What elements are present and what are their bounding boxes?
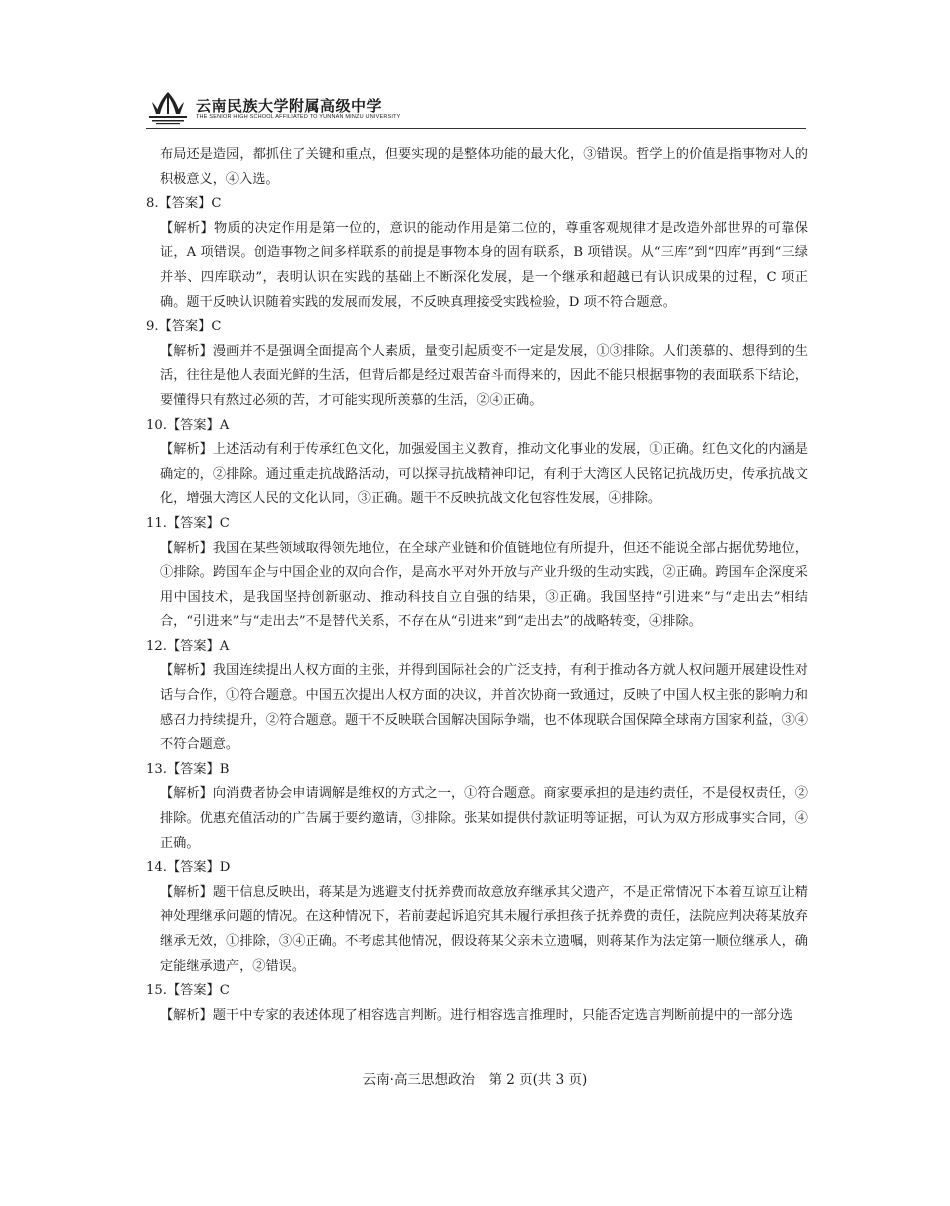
explanation-10: 【解析】上述活动有利于传承红色文化，加强爱国主义教育，推动文化事业的发展，①正确。红色文化的内涵是确定的，②排除。通过重走抗战路活动，可以探寻抗战精神印记，有利于大湾区人民铭记抗战历史，传承抗战文化，增强大湾区人民的文化认同，③正确。题干不反映抗战文化包容性发展，④排除。 xyxy=(160,442,808,507)
explanation-8: 【解析】物质的决定作用是第一位的，意识的能动作用是第二位的，尊重客观规律才是改造外部世界的可靠保证，A 项错误。创造事物之间多样联系的前提是事物本身的固有联系，B 项错误。从“三库”到“四库”再到“三绿并举、四库联动”，表明认识在实践的基础上不断深化发展，是一个继承和超越已有认识成果的过程，C 项正确。题干反映认识随着实践的发展而发展，不反映真理接受实践检验，D 项不符合题意。 xyxy=(160,220,808,310)
answer-14: 14.【答案】D xyxy=(146,860,231,876)
school-name: 云南民族大学附属高级中学 xyxy=(196,97,383,115)
page-footer: 云南·高三思想政治 第 2 页(共 3 页) xyxy=(362,1072,588,1088)
answer-8: 8.【答案】C xyxy=(146,196,222,212)
explanation-9: 【解析】漫画并不是强调全面提高个人素质，量变引起质变不一定是发展，①③排除。人们羡慕的、想得到的生活，往往是他人表面光鲜的生活，但背后都是经过艰苦奋斗而得来的，因此不能只根据事物的表面联系下结论，要懂得只有熬过必须的苦，才可能实现所羡慕的生活，②④正确。 xyxy=(160,343,808,408)
header-divider xyxy=(146,128,806,129)
answer-13: 13.【答案】B xyxy=(146,761,230,777)
answer-9: 9.【答案】C xyxy=(146,319,222,335)
answer-15: 15.【答案】C xyxy=(146,983,230,999)
school-name-english: THE SENIOR HIGH SCHOOL AFFILIATED TO YUNNAN MINZU UNIVERSITY xyxy=(196,114,401,120)
answer-11: 11.【答案】C xyxy=(146,515,230,531)
explanation-13: 【解析】向消费者协会申请调解是维权的方式之一，①符合题意。商家要承担的是违约责任，不是侵权责任，②排除。优惠充值活动的广告属于要约邀请，③排除。张某如提供付款证明等证据，可认为双方形成事实合同，④正确。 xyxy=(160,786,808,851)
answer-10: 10.【答案】A xyxy=(146,417,230,433)
answer-12: 12.【答案】A xyxy=(146,638,230,654)
answer-content xyxy=(146,143,808,1028)
explanation-14: 【解析】题干信息反映出，蒋某是为逃避支付抚养费而故意放弃继承其父遗产，不是正常情况下本着互谅互让精神处理继承问题的情况。在这种情况下，若前妻起诉追究其未履行承担孩子抚养费的责任，法院应判决蒋某放弃继承无效，①排除，③④正确。不考虑其他情况，假设蒋某父亲未立遗嘱，则蒋某作为法定第一顺位继承人，确定能继承遗产，②错误。 xyxy=(160,884,808,974)
explanation-15: 【解析】题干中专家的表述体现了相容选言判断。进行相容选言推理时，只能否定选言判断前提中的一部分选 xyxy=(160,1007,793,1023)
page-header xyxy=(146,88,806,130)
continued-explanation: 布局还是造园，都抓住了关键和重点，但要实现的是整体功能的最大化，③错误。哲学上的价值是指事物对人的积极意义，④入选。 xyxy=(160,147,808,187)
explanation-11: 【解析】我国在某些领域取得领先地位，在全球产业链和价值链地位有所提升，但还不能说全部占据优势地位，①排除。跨国车企与中国企业的双向合作，是高水平对外开放与产业升级的生动实践，②正确。跨国车企深度采用中国技术，是我国坚持创新驱动、推动科技自立自强的结果，③正确。我国坚持“引进来”与“走出去”相结合，“引进来”与“走出去”不是替代关系，不存在从“引进来”到“走出去”的战略转变，④排除。 xyxy=(160,540,808,630)
school-logo-icon xyxy=(146,88,190,128)
explanation-12: 【解析】我国连续提出人权方面的主张，并得到国际社会的广泛支持，有利于推动各方就人权问题开展建设性对话与合作，①符合题意。中国五次提出人权方面的决议，并首次协商一致通过，反映了中国人权主张的影响力和感召力持续提升，②符合题意。题干不反映联合国解决国际争端，也不体现联合国保障全球南方国家利益，③④不符合题意。 xyxy=(160,663,808,753)
